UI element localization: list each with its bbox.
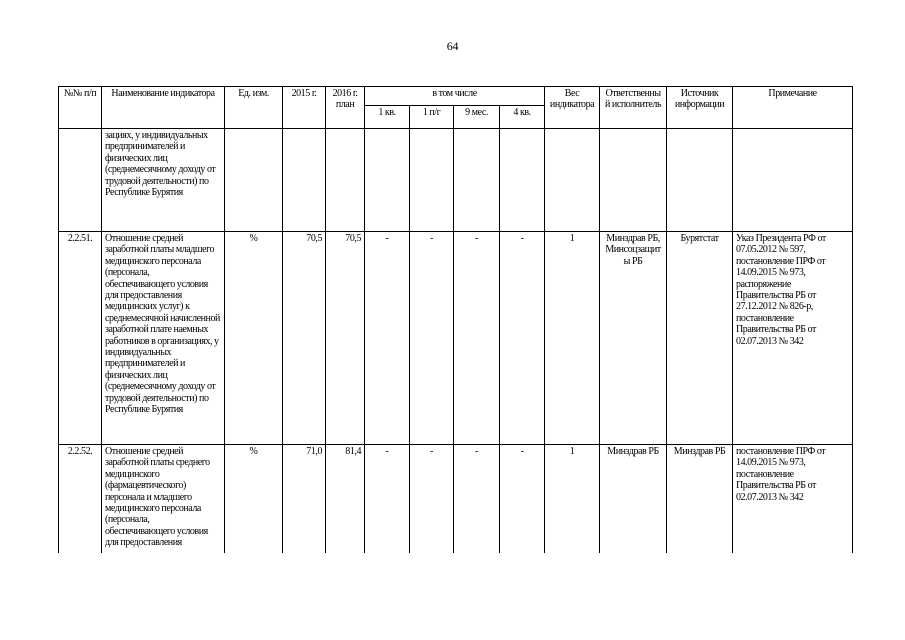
cell-weight: 1 [545,445,600,554]
header-responsible: Ответственный исполнитель [600,87,667,129]
cell-q1: - [365,232,410,445]
cell-note: Указ Президента РФ от 07.05.2012 № 597, постановление ПРФ от 14.09.2015 № 973, распоряжение Правительства РБ от 27.12.2012 № 826-р, постановление Правительства РБ от 02.07.2013 № 342 [733,232,853,445]
cell-unit: % [225,232,283,445]
cell-note [733,129,853,232]
table-row [59,232,853,445]
header-q1: 1 кв. [365,106,410,129]
indicators-table [58,86,853,553]
cell-source [667,129,733,232]
header-weight: Вес индикатора [545,87,600,129]
cell-indicator-name: зациях, у индивидуальных предпринимателей и физических лиц (среднемесячному доходу от трудовой деятельности) по Республике Бурятия [102,129,225,232]
cell-q4: - [500,232,545,445]
cell-2016-plan [326,129,365,232]
cell-responsible: Минздрав РБ, Минсоцзащиты РБ [600,232,667,445]
header-source: Источник информации [667,87,733,129]
cell-indicator-name: Отношение средней заработной платы младшего медицинского персонала (персонала, обеспечивающего условия для предоставления медицинских услуг) к среднемесячной начисленной заработной плате наемных работников в организациях, у индивидуальных предпринимателей и физических лиц (среднемесячному доходу от трудовой деятельности) по Республике Бурятия [102,232,225,445]
table-row [59,129,853,232]
cell-2016-plan: 70,5 [326,232,365,445]
cell-source: Минздрав РБ [667,445,733,554]
header-2015: 2015 г. [283,87,326,129]
header-num: №№ п/п [59,87,102,129]
cell-num: 2.2.51. [59,232,102,445]
cell-2015 [283,129,326,232]
cell-note: постановление ПРФ от 14.09.2015 № 973, постановление Правительства РБ от 02.07.2013 № 342 [733,445,853,554]
cell-indicator-name: Отношение средней заработной платы среднего медицинского (фармацевтического) персонала и младшего медицинского персонала (персонала, обеспечивающего условия для предоставления [102,445,225,554]
cell-num: 2.2.52. [59,445,102,554]
cell-responsible: Минздрав РБ [600,445,667,554]
cell-unit [225,129,283,232]
cell-weight [545,129,600,232]
cell-q1 [365,129,410,232]
cell-source: Бурятстат [667,232,733,445]
cell-q4: - [500,445,545,554]
cell-q4 [500,129,545,232]
cell-q1: - [365,445,410,554]
header-unit: Ед. изм. [225,87,283,129]
cell-9m: - [454,445,500,554]
cell-unit: % [225,445,283,554]
cell-h1: - [410,232,454,445]
cell-2016-plan: 81,4 [326,445,365,554]
header-2016-plan: 2016 г. план [326,87,365,129]
cell-h1: - [410,445,454,554]
cell-weight: 1 [545,232,600,445]
header-name: Наименование индикатора [102,87,225,129]
header-note: Примечание [733,87,853,129]
table-row [59,445,853,554]
cell-9m: - [454,232,500,445]
header-h1: 1 п/г [410,106,454,129]
cell-9m [454,129,500,232]
cell-2015: 70,5 [283,232,326,445]
page-number: 64 [446,39,459,53]
header-q4: 4 кв. [500,106,545,129]
cell-num [59,129,102,232]
cell-responsible [600,129,667,232]
header-including: в том числе [365,87,545,106]
cell-h1 [410,129,454,232]
header-9m: 9 мес. [454,106,500,129]
cell-2015: 71,0 [283,445,326,554]
header-row [59,87,853,106]
